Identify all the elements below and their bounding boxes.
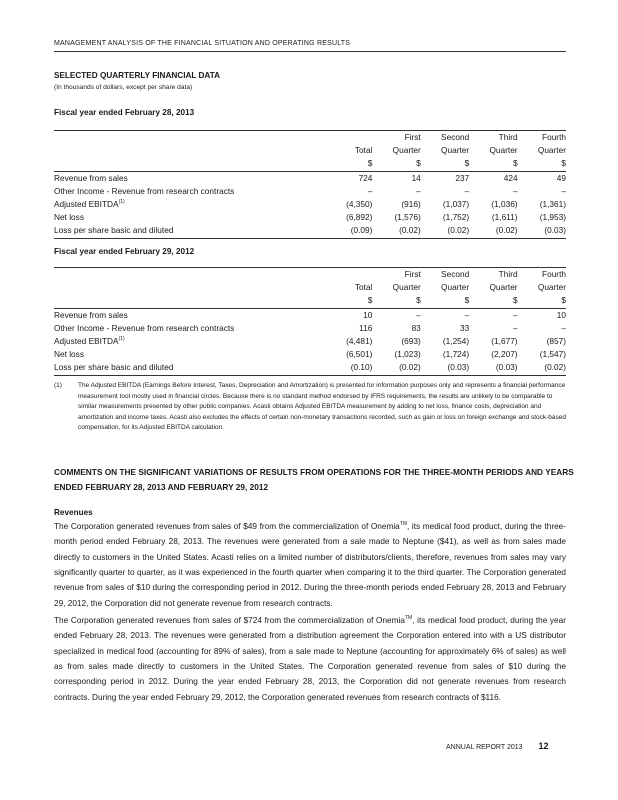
currency-label: $ <box>518 157 566 171</box>
fy2012-title: Fiscal year ended February 29, 2012 <box>54 247 195 256</box>
footnote-text: The Adjusted EBITDA (Earnings Before Interest, Taxes, Depreciation and Amortization) is presented for information purposes only and represents a financial performance measurement tool mostly used in financial circles. Because there is no standard method endorsed by IFRS requirements, the results are unlikely to be comparable to similar measurements presented by other public companies. Acasti obtains Adjusted EBITDA measurement by adding to net loss, finance costs, depreciation and amortization and income taxes. Acasti also excludes the effects of certain non-monetary transactions recorded, such as gain or loss on foreign exchange and stock-based compensation, for its Adjusted EBITDA calculation. <box>78 382 567 432</box>
cell-value: (0.02) <box>518 361 566 375</box>
cell-value: (0.02) <box>421 224 469 238</box>
cell-value: (0.03) <box>421 361 469 375</box>
cell-value: (4,481) <box>346 336 373 347</box>
row-label: Loss per share basic and diluted <box>54 224 324 238</box>
cell-value: (1,752) <box>442 212 470 223</box>
col-header-quarter: Quarter <box>441 145 470 156</box>
cell-value: (1,611) <box>491 212 518 223</box>
col-header-fourth: Fourth <box>518 131 566 145</box>
currency-label: $ <box>469 157 517 171</box>
col-header-quarter: Quarter <box>441 282 470 293</box>
cell-value: (1,037) <box>442 199 470 210</box>
row-label: Loss per share basic and diluted <box>54 361 324 375</box>
col-header-quarter: Quarter <box>392 282 421 293</box>
revenues-heading: Revenues <box>54 508 93 517</box>
trademark-mark: TM <box>404 615 413 621</box>
cell-value: – <box>561 185 566 196</box>
comments-heading: COMMENTS ON THE SIGNIFICANT VARIATIONS OF RESULTS FROM OPERATIONS FOR THE THREE-MONTH PERIODS AND YEARS ENDED FEBRUARY 28, 2013 AND FEBRUARY 29, 2012 <box>54 467 574 492</box>
col-header-quarter: Quarter <box>489 145 518 156</box>
cell-value: 724 <box>358 172 373 183</box>
col-header-fourth: Fourth <box>518 268 566 282</box>
cell-value: (0.03) <box>518 224 566 238</box>
table-header-row <box>54 144 566 157</box>
footnote <box>54 381 566 434</box>
cell-value: – <box>367 185 373 196</box>
table-unit-row <box>54 157 566 171</box>
footer-label: ANNUAL REPORT 2013 <box>446 744 523 751</box>
col-header-quarter: Quarter <box>392 145 421 156</box>
col-header-third: Third <box>469 268 517 282</box>
row-label: Net loss <box>54 212 84 223</box>
col-header-second: Second <box>421 131 469 145</box>
cell-value: (1,254) <box>442 336 470 347</box>
cell-value: – <box>464 185 470 196</box>
cell-value: 116 <box>359 322 373 333</box>
table-unit-row <box>54 294 566 308</box>
currency-label: $ <box>324 294 372 308</box>
cell-value: – <box>512 185 518 196</box>
table-row <box>54 171 566 185</box>
col-header-first: First <box>372 268 420 282</box>
cell-value: (4,350) <box>346 199 373 210</box>
table-row <box>54 322 566 335</box>
cell-value: (1,953) <box>539 212 566 223</box>
cell-value: 10 <box>556 309 566 320</box>
cell-value: (1,724) <box>442 349 470 360</box>
row-label: Revenue from sales <box>54 172 128 183</box>
currency-label: $ <box>372 294 420 308</box>
page-footer <box>446 741 549 751</box>
row-label: Revenue from sales <box>54 309 128 320</box>
cell-value: – <box>464 309 470 320</box>
cell-value: – <box>512 322 518 333</box>
footnote-ref: (1) <box>118 336 125 343</box>
currency-label: $ <box>518 294 566 308</box>
table-header-row <box>54 268 566 282</box>
fy2013-title: Fiscal year ended February 28, 2013 <box>54 108 195 117</box>
cell-value: – <box>416 309 421 320</box>
header-rule <box>54 51 566 52</box>
cell-value: 83 <box>411 322 421 333</box>
currency-label: $ <box>372 157 420 171</box>
cell-value: (6,501) <box>346 349 373 360</box>
table-row <box>54 211 566 224</box>
cell-value: (0.09) <box>324 224 372 238</box>
cell-value: (916) <box>401 199 421 210</box>
cell-value: (857) <box>546 336 566 347</box>
cell-value: – <box>416 185 421 196</box>
table-row <box>54 198 566 211</box>
cell-value: (2,207) <box>491 349 518 360</box>
table-header-row <box>54 131 566 145</box>
section-title: SELECTED QUARTERLY FINANCIAL DATA <box>54 71 221 80</box>
table-header-row <box>54 281 566 294</box>
row-label: Other Income - Revenue from research contracts <box>54 185 235 196</box>
currency-label: $ <box>421 294 469 308</box>
col-header-quarter: Quarter <box>537 282 566 293</box>
cell-value: (0.02) <box>372 361 420 375</box>
table-row <box>54 308 566 322</box>
cell-value: (0.10) <box>324 361 372 375</box>
col-header-quarter: Quarter <box>489 282 518 293</box>
col-header-total: Total <box>354 145 373 156</box>
footnote-mark: (1) <box>54 382 62 389</box>
table-row <box>54 361 566 375</box>
page-number: 12 <box>538 741 549 751</box>
row-label: Adjusted EBITDA$^{(1)}$ <box>54 336 125 347</box>
running-header: MANAGEMENT ANALYSIS OF THE FINANCIAL SITUATION AND OPERATING RESULTS <box>54 40 351 47</box>
section-subtitle: (In thousands of dollars, except per share data) <box>54 84 193 91</box>
fy2012-table <box>54 267 566 376</box>
cell-value: (1,677) <box>491 336 518 347</box>
cell-value: – <box>561 322 566 333</box>
cell-value: (1,036) <box>491 199 518 210</box>
footnote-ref: (1) <box>118 199 125 206</box>
table-row <box>54 185 566 198</box>
cell-value: (1,547) <box>539 349 566 360</box>
cell-value: (0.02) <box>469 224 517 238</box>
table-row <box>54 224 566 238</box>
cell-value: 237 <box>455 172 470 183</box>
fy2013-table <box>54 130 566 239</box>
cell-value: (6,892) <box>346 212 373 223</box>
cell-value: 49 <box>556 172 566 183</box>
currency-label: $ <box>324 157 372 171</box>
cell-value: 14 <box>411 172 421 183</box>
table-row <box>54 335 566 348</box>
cell-value: (0.03) <box>469 361 517 375</box>
row-label: Other Income - Revenue from research contracts <box>54 322 235 333</box>
trademark-mark: TM <box>399 521 408 527</box>
col-header-third: Third <box>469 131 517 145</box>
col-header-quarter: Quarter <box>537 145 566 156</box>
row-label: Adjusted EBITDA$^{(1)}$ <box>54 199 125 210</box>
cell-value: (1,361) <box>539 199 566 210</box>
cell-value: (1,023) <box>394 349 421 360</box>
cell-value: (693) <box>401 336 421 347</box>
col-header-first: First <box>372 131 420 145</box>
currency-label: $ <box>469 294 517 308</box>
cell-value: (0.02) <box>372 224 420 238</box>
cell-value: (1,576) <box>394 212 421 223</box>
col-header-total: Total <box>354 282 373 293</box>
cell-value: 33 <box>459 322 470 333</box>
cell-value: 424 <box>503 172 518 183</box>
paragraph-year: The Corporation generated revenues from sales of $724 from the commercialization of Onemia™, its medical food product, during the year ended February 28, 2013. The revenues were generated from a distribution agreement the Corporation entered into with a US distributor specialized in medical food (accounting for 89% of sales), from a sale made to Neptune (accounting for approximately 6% of sales) as well as from sales made directly to customers in the United States. The Corporation generated revenue from sales of $10 during the corresponding period in 2012. During the year ended February 28, 2013, the Corporation did not generate revenues from research contracts. During the year ended February 29, 2012, the Corporation generated revenues from research contracts of $116. <box>54 615 566 702</box>
paragraph-quarter: The Corporation generated revenues from sales of $49 from the commercialization of Onemia™, its medical food product, during the three-month period ended February 28, 2013. The revenues were generated from a sale made to Neptune ($41), as well as from sales made directly to customers in the United States. Acasti relies on a limited number of distributors/clients, therefore, revenues from sales may vary significantly quarter to quarter, as it was experienced in the fourth quarter when comparing it to the third quarter. The Corporation generated revenue from sales of $10 during the corresponding period in 2012. During the three-month periods ended February 28, 2013 and February 29, 2012, the Corporation did not generate revenue from research contracts. <box>54 521 566 608</box>
cell-value: – <box>512 309 518 320</box>
table-row <box>54 348 566 361</box>
cell-value: 10 <box>363 309 373 320</box>
col-header-second: Second <box>421 268 469 282</box>
row-label: Net loss <box>54 349 84 360</box>
currency-label: $ <box>421 157 469 171</box>
